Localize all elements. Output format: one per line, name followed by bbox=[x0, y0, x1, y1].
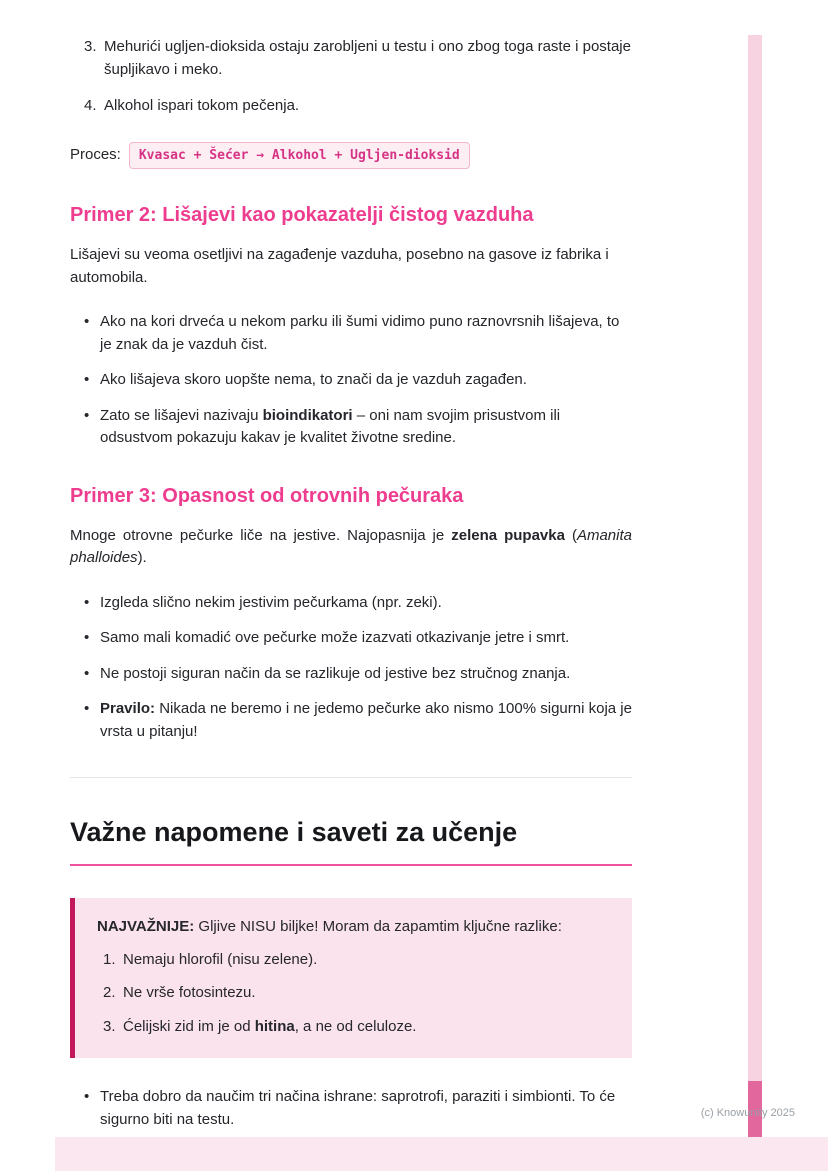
content-column bbox=[70, 36, 632, 1144]
bullet-list bbox=[70, 1086, 632, 1131]
list-item bbox=[103, 1016, 610, 1039]
list-item bbox=[103, 982, 610, 1005]
section-divider bbox=[70, 777, 632, 778]
bullet-marker bbox=[84, 1086, 100, 1131]
page-edge-band bbox=[55, 1137, 828, 1171]
section-heading-primer3: Primer 3: Opasnost od otrovnih pečuraka bbox=[70, 484, 464, 507]
important-callout bbox=[70, 898, 632, 1058]
copyright-watermark: (c) Knowunity 2025 bbox=[700, 1107, 795, 1119]
bullet-marker bbox=[84, 698, 100, 743]
list-item-text: Izgleda slično nekim jestivim pečurkama (npr. zeki). bbox=[100, 593, 442, 611]
process-label: Proces: bbox=[70, 146, 121, 163]
list-item-text: Ne postoji siguran način da se razlikuje od jestive bez stručnog znanja. bbox=[100, 664, 571, 682]
list-item-number: 3. bbox=[103, 1017, 116, 1035]
list-item-text: Ne vrše fotosintezu. bbox=[123, 984, 256, 1002]
bullet-marker bbox=[84, 405, 100, 450]
paragraph: Lišajevi su veoma osetljivi na zagađenje vazduha, posebno na gasove iz fabrika i automobila. bbox=[70, 246, 609, 286]
list-item bbox=[70, 311, 632, 356]
list-item bbox=[70, 663, 632, 686]
process-formula-code: Kvasac + Šećer → Alkohol + Ugljen-dioksid bbox=[129, 142, 470, 170]
bullet-marker bbox=[84, 627, 100, 650]
list-item bbox=[70, 95, 632, 118]
list-item-number: 2. bbox=[103, 984, 116, 1002]
list-item-text: Ćelijski zid im je od hitina, a ne od celuloze. bbox=[123, 1017, 417, 1035]
bullet-marker bbox=[84, 369, 100, 392]
paragraph: Mnoge otrovne pečurke liče na jestive. Najopasnija je zelena pupavka (Amanita phalloides). bbox=[70, 526, 632, 566]
list-item-text: Ako lišajeva skoro uopšte nema, to znači da je vazduh zagađen. bbox=[100, 371, 527, 388]
list-item bbox=[70, 1086, 632, 1131]
callout-intro: NAJVAŽNIJE: Gljive NISU biljke! Moram da zapamtim ključne razlike: bbox=[97, 918, 562, 936]
list-item-text: Nemaju hlorofil (nisu zelene). bbox=[123, 950, 318, 968]
bullet-marker bbox=[84, 663, 100, 686]
list-item-number: 3. bbox=[84, 38, 97, 55]
list-item bbox=[70, 405, 632, 450]
process-line bbox=[70, 142, 632, 170]
list-item bbox=[70, 369, 632, 392]
list-item-text: Alkohol ispari tokom pečenja. bbox=[104, 97, 300, 114]
bullet-marker bbox=[84, 311, 100, 356]
list-item bbox=[70, 36, 632, 81]
list-item-text: Zato se lišajevi nazivaju bioindikatori – oni nam svojim prisustvom ili odsustvom pokazuju kakav je kvalitet životne sredine. bbox=[100, 406, 561, 446]
list-item-text: Treba dobro da naučim tri načina ishrane: saprotrofi, paraziti i simbionti. To će sigurno biti na testu. bbox=[100, 1088, 616, 1128]
list-item bbox=[70, 698, 632, 743]
list-item-text: Pravilo: Nikada ne beremo i ne jedemo pečurke ako nismo 100% sigurni koja je vrsta u pitanju! bbox=[100, 700, 632, 740]
page-section-title: Važne napomene i saveti za učenje bbox=[70, 816, 632, 866]
list-item-text: Ako na kori drveća u nekom parku ili šumi vidimo puno raznovrsnih lišajeva, to je znak da je vazduh čist. bbox=[100, 313, 620, 353]
list-item bbox=[103, 949, 610, 972]
bullet-list bbox=[70, 311, 632, 450]
list-item-text: Samo mali komadić ove pečurke može izazvati otkazivanje jetre i smrt. bbox=[100, 629, 570, 646]
list-item-text: Mehurići ugljen-dioksida ostaju zarobljeni u testu i ono zbog toga raste i postaje šupljikavo i meko. bbox=[104, 38, 631, 78]
list-item-number: 4. bbox=[84, 97, 97, 114]
scrollbar-track[interactable] bbox=[748, 35, 762, 1171]
bullet-list bbox=[70, 592, 632, 744]
numbered-list bbox=[70, 36, 632, 118]
list-item bbox=[70, 592, 632, 615]
section-heading-primer2: Primer 2: Lišajevi kao pokazatelji čistog vazduha bbox=[70, 204, 534, 226]
list-item-number: 1. bbox=[103, 950, 116, 968]
bullet-marker bbox=[84, 592, 100, 615]
list-item bbox=[70, 627, 632, 650]
